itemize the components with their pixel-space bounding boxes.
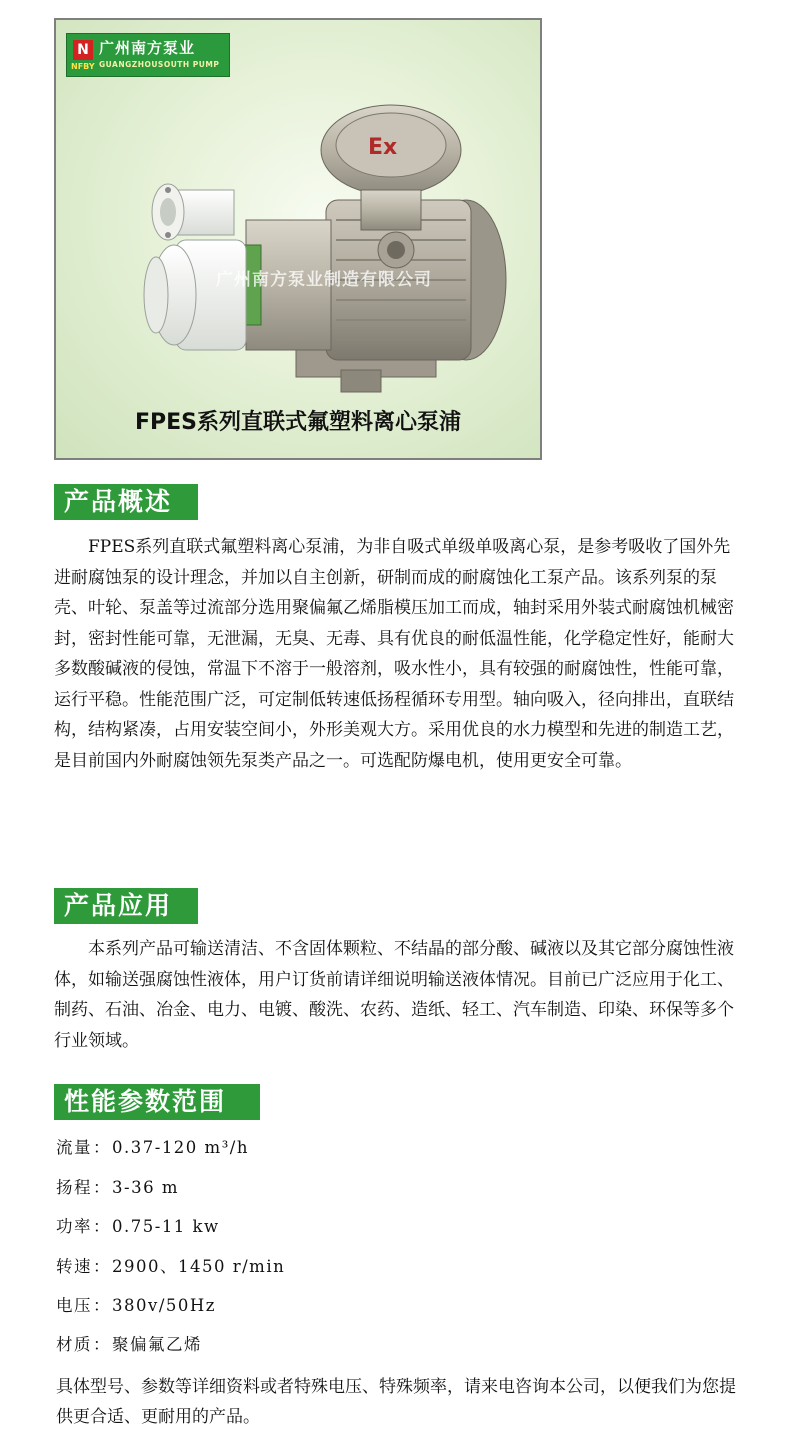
section-title-specs: 性能参数范围 bbox=[54, 1084, 260, 1120]
spec-label: 转速 bbox=[56, 1257, 92, 1276]
spec-row: 流量：0.37-120 m³/h bbox=[56, 1138, 249, 1157]
spec-label: 扬程 bbox=[56, 1178, 92, 1197]
product-image-frame bbox=[54, 18, 542, 460]
logo-mark: N bbox=[73, 40, 93, 60]
section-title-overview: 产品概述 bbox=[54, 484, 198, 520]
spec-label: 功率 bbox=[56, 1217, 92, 1236]
brand-logo bbox=[66, 33, 230, 77]
motor-plate-text: Ex bbox=[368, 135, 398, 160]
spec-label: 流量 bbox=[56, 1138, 92, 1157]
spec-label: 材质 bbox=[56, 1335, 92, 1354]
logo-en: GUANGZHOUSOUTH PUMP bbox=[99, 60, 220, 69]
overview-text: FPES系列直联式氟塑料离心泵浦，为非自吸式单级单吸离心泵，是参考吸收了国外先进耐腐蚀泵的设计理念，并加以自主创新，研制而成的耐腐蚀化工泵产品。该系列泵的泵壳、叶轮、泵盖等过流部分选用聚偏氟乙烯脂模压加工而成，轴封采用外装式耐腐蚀机械密封，密封性能可靠，无泄漏，无臭、无毒、具有优良的耐低温性能，化学稳定性好，能耐大多数酸碱液的侵蚀，常温下不溶于一般溶剂，吸水性小，具有较强的耐腐蚀性，性能可靠，运行平稳。性能范围广泛，可定制低转速低扬程循环专用型。轴向吸入，径向排出，直联结构，结构紧凑，占用安装空间小，外形美观大方。采用优良的水力模型和先进的制造工艺，是目前国内外耐腐蚀领先泵类产品之一。可选配防爆电机，使用更安全可靠。 bbox=[54, 537, 734, 771]
spec-value: 3-36 m bbox=[112, 1178, 179, 1197]
spec-value: 380v/50Hz bbox=[112, 1296, 216, 1315]
spec-value: 0.37-120 m³/h bbox=[112, 1138, 249, 1157]
watermark: 广州南方泵业制造有限公司 bbox=[216, 270, 432, 290]
application-text: 本系列产品可输送清洁、不含固体颗粒、不结晶的部分酸、碱液以及其它部分腐蚀性液体，如输送强腐蚀性液体，用户订货前请详细说明输送液体情况。目前已广泛应用于化工、制药、石油、冶金、电力、电镀、酸洗、农药、造纸、轻工、汽车制造、印染、环保等多个行业领域。 bbox=[54, 939, 734, 1051]
spec-row: 电压：380v/50Hz bbox=[56, 1296, 216, 1315]
section-title-application: 产品应用 bbox=[54, 888, 198, 924]
contact-note: 具体型号、参数等详细资料或者特殊电压、特殊频率，请来电咨询本公司，以便我们为您提供更合适、更耐用的产品。 bbox=[56, 1377, 736, 1427]
logo-sub-mark: NFBY bbox=[71, 62, 95, 71]
spec-value: 0.75-11 kw bbox=[112, 1217, 220, 1236]
pump-illustration bbox=[96, 90, 516, 410]
spec-value: 聚偏氟乙烯 bbox=[112, 1335, 202, 1354]
logo-name: 广州南方泵业 bbox=[99, 39, 196, 57]
spec-label: 电压 bbox=[56, 1296, 92, 1315]
spec-row: 扬程：3-36 m bbox=[56, 1178, 179, 1197]
spec-row: 材质：聚偏氟乙烯 bbox=[56, 1335, 202, 1354]
spec-row: 功率：0.75-11 kw bbox=[56, 1217, 220, 1236]
spec-row: 转速：2900、1450 r/min bbox=[56, 1257, 286, 1276]
product-caption: FPES系列直联式氟塑料离心泵浦 bbox=[134, 410, 462, 435]
spec-value: 2900、1450 r/min bbox=[112, 1257, 286, 1276]
